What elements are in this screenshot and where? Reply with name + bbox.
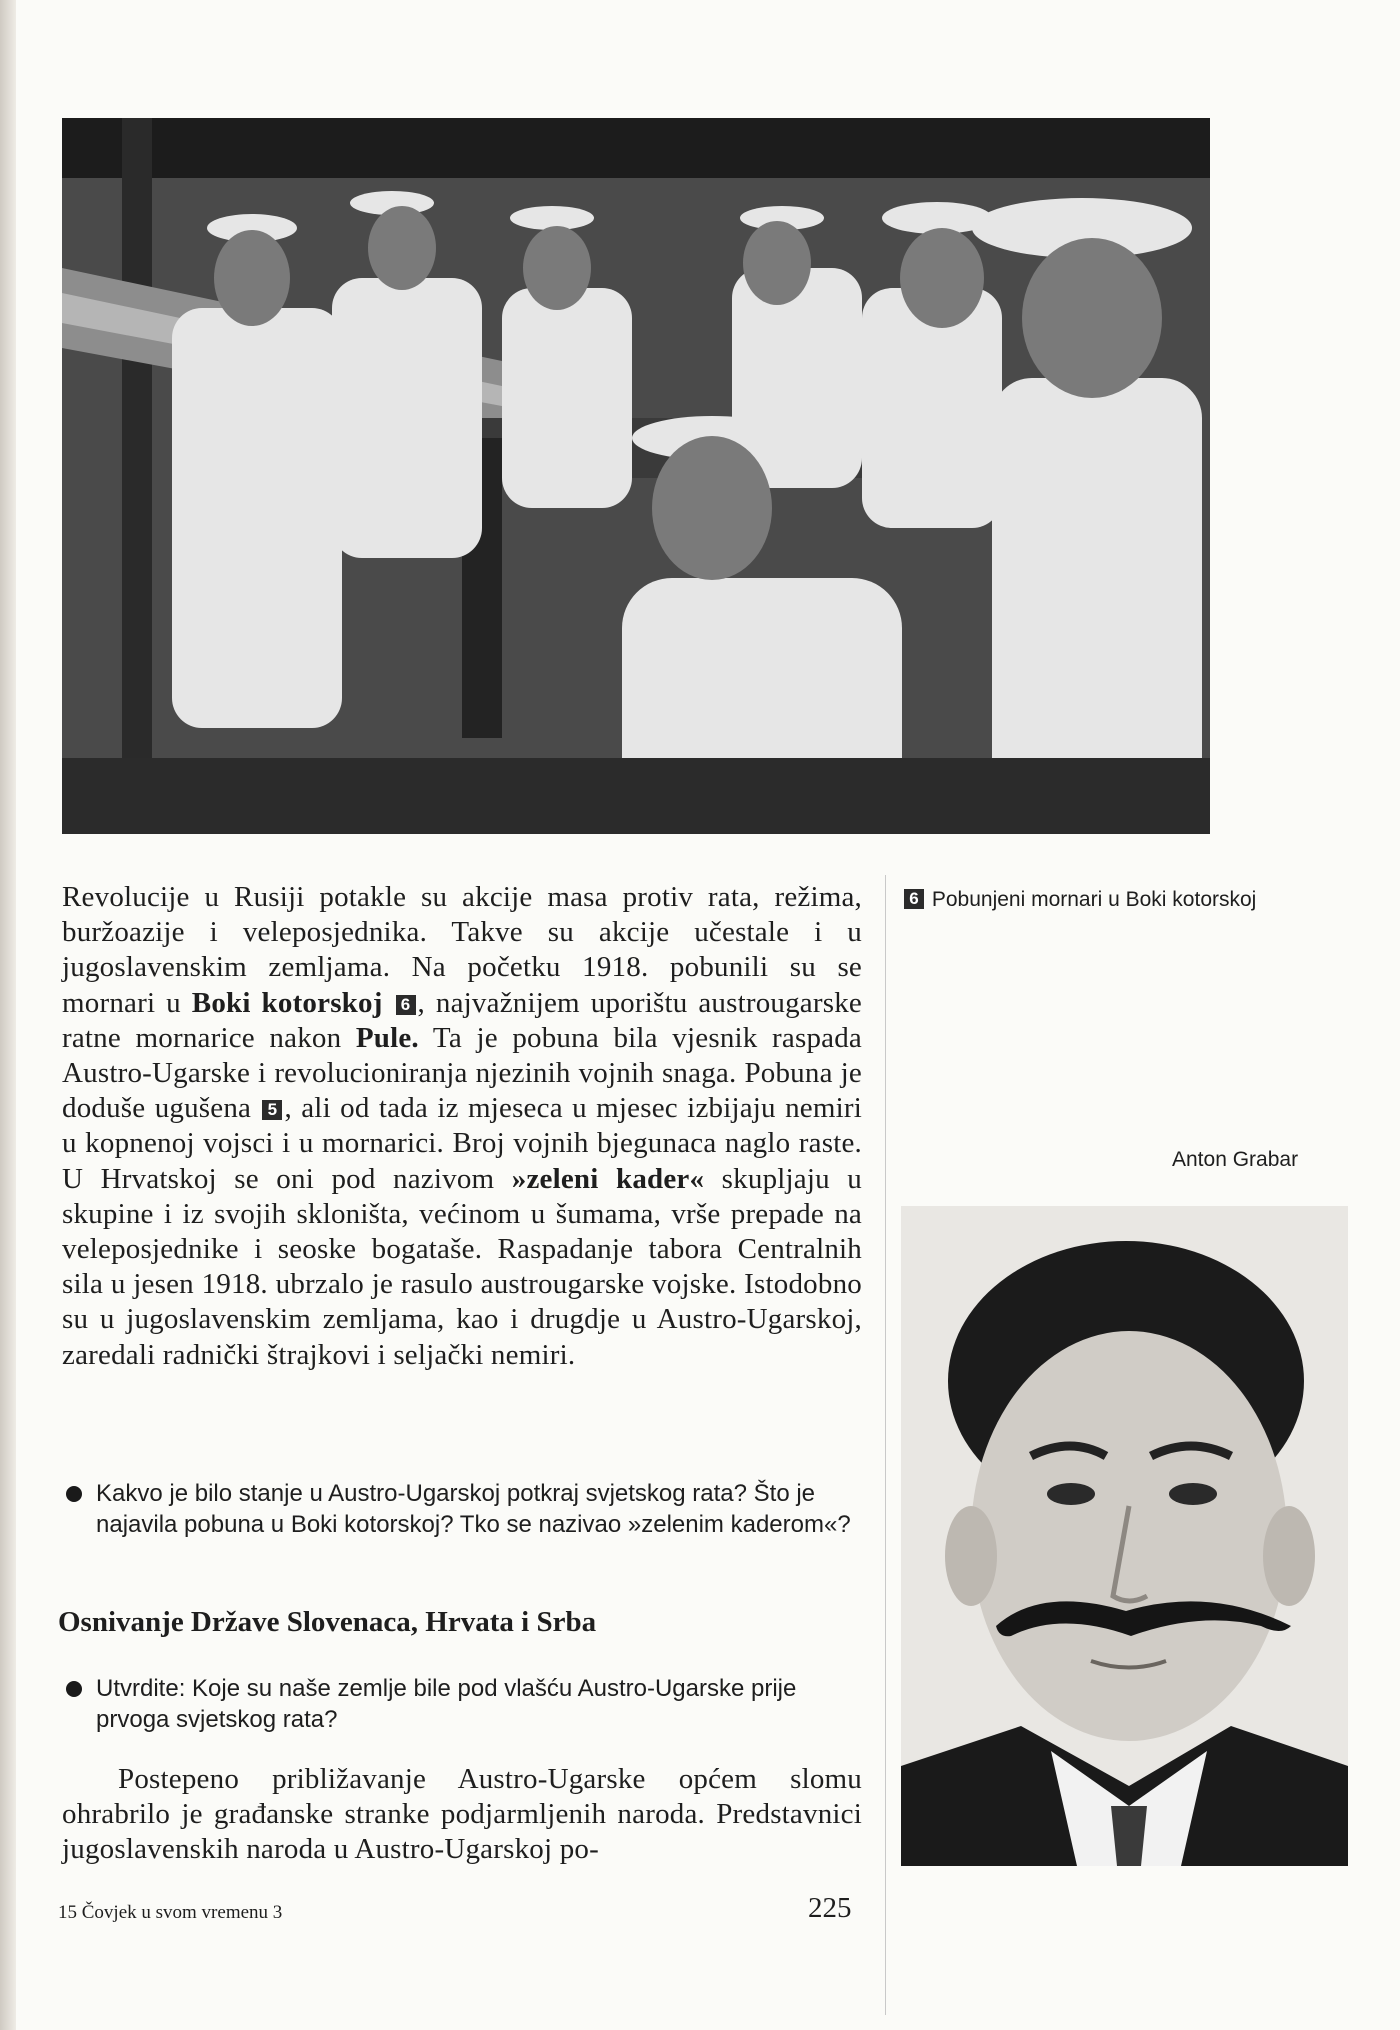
footer-book-title: 15 Čovjek u svom vremenu 3 (58, 1902, 283, 1923)
text-segment: skupljaju u skupine i iz svojih skloništa, većinom u šumama, vrše prepade na veleposjednike i seoske bogataše. Raspadanje tabora Centralnih sila u jesen 1918. ubrzalo je rasulo austrougarske vojske. Istodobno su u jugoslavenskim zemljama, kao i drugdje u Austro-Ugarskoj, zaredali radnički štrajkovi i seljački nemiri. (62, 1162, 862, 1371)
question-block-1 (62, 1478, 872, 1540)
photo-caption-text: Pobunjeni mornari u Boki kotorskoj (931, 888, 1257, 911)
main-paragraph-1 (62, 880, 862, 1373)
question-text: Kakvo je bilo stanje u Austro-Ugarskoj potkraj svjetskog rata? Što je najavila pobuna u Boki kotorskoj? Tko se nazivao »zelenim kaderom«? (96, 1480, 851, 1538)
portrait-photo (901, 1206, 1348, 1866)
text-segment: , najvažnijem uporištu austrougarske ratne mornarice nakon (62, 986, 862, 1054)
page-number: 225 (808, 1892, 852, 1924)
term-boka-kotorska: Boki kotorskoj (191, 986, 383, 1019)
photo-caption (902, 888, 1256, 912)
text-segment: Revolucije u Rusiji potakle su akcije masa protiv rata, režima, buržoazije i veleposjednika. Takve su akcije učestale i u jugoslavenskim zemljama. Na početku 1918. pobunili su se mornari u (62, 881, 862, 1019)
figure-ref-5: 5 (262, 1100, 282, 1120)
question-text: Utvrdite: Koje su naše zemlje bile pod vlašću Austro-Ugarske prije prvoga svjetskog rata? (96, 1675, 797, 1733)
sailors-photo (62, 118, 1210, 834)
text-segment: , ali od tada iz mjeseca u mjesec izbijaju nemiri u kopnenoj vojsci i u mornarici. Broj vojnih bjegunaca naglo raste. U Hrvatskoj se oni pod nazivom (62, 1092, 862, 1195)
text-segment: Ta je pobuna bila vjesnik raspada Austro-Ugarske i revolucioniranja njezinih vojnih snaga. Pobuna je doduše ugušena (62, 1021, 862, 1125)
page-edge (0, 0, 16, 2030)
bullet-icon (66, 1486, 82, 1502)
term-pula: Pule. (355, 1021, 419, 1054)
term-zeleni-kader: »zeleni kader« (511, 1162, 705, 1195)
bullet-icon (66, 1681, 82, 1697)
main-paragraph-2: Postepeno približavanje Austro-Ugarske općem slomu ohrabrilo je građanske stranke podjarmljenih naroda. Predstavnici jugoslavenskih naroda u Austro-Ugarskoj po- (62, 1763, 862, 1866)
section-heading: Osnivanje Države Slovenaca, Hrvata i Srba (58, 1606, 597, 1638)
question-block-2 (62, 1673, 872, 1735)
figure-number-badge: 6 (904, 889, 924, 909)
portrait-caption: Anton Grabar (1172, 1148, 1299, 1171)
figure-ref-6: 6 (396, 995, 416, 1015)
column-divider (885, 875, 886, 2015)
